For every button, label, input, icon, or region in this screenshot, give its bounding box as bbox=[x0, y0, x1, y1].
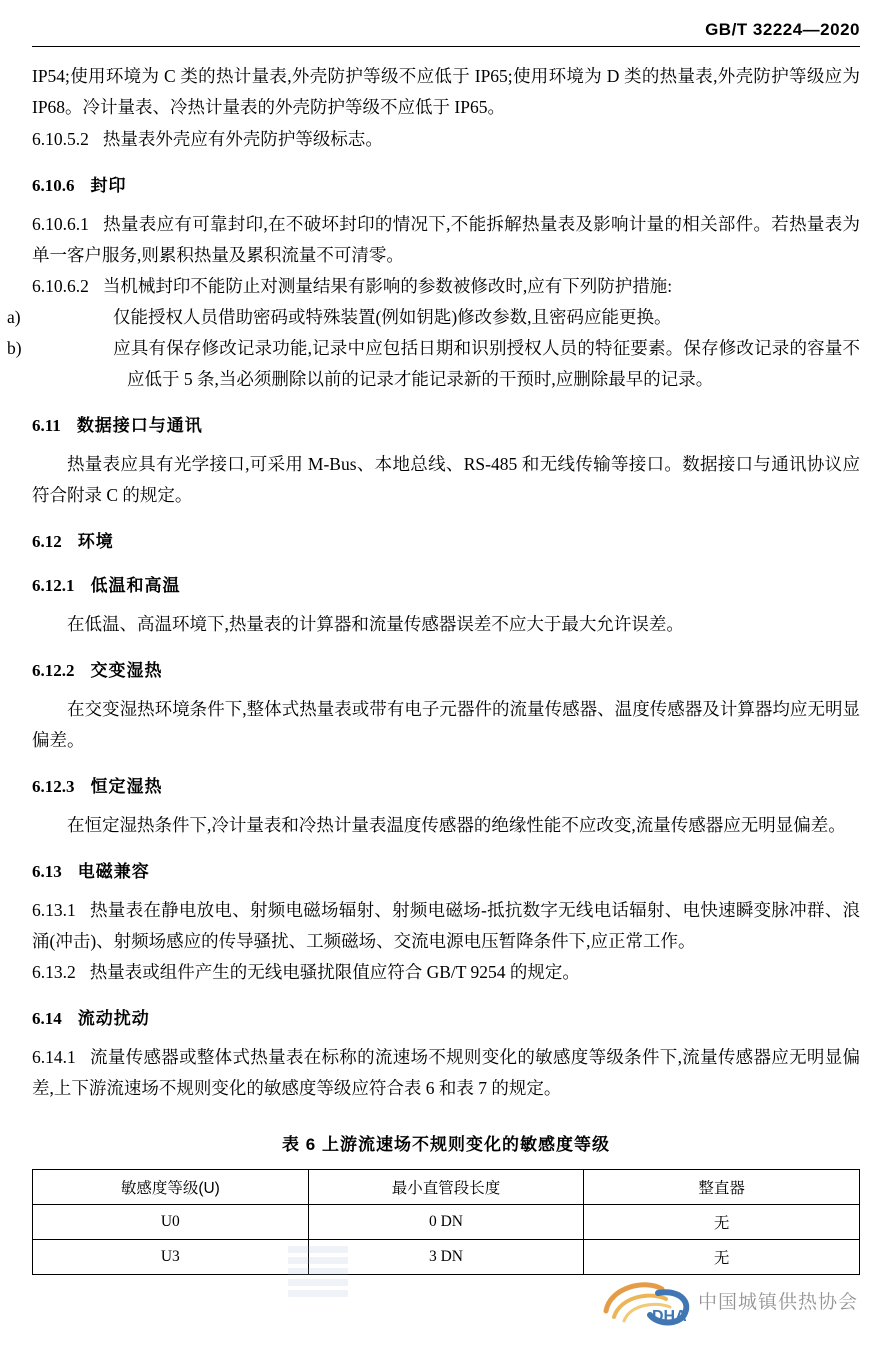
heading-title: 恒定湿热 bbox=[90, 777, 163, 796]
heading-number: 6.12.3 bbox=[32, 777, 75, 796]
heading-6-12-3 bbox=[32, 774, 860, 800]
heading-title: 交变湿热 bbox=[90, 661, 163, 680]
list-item-text: 仅能授权人员借助密码或特殊装置(例如钥匙)修改参数,且密码应能更换。 bbox=[113, 307, 672, 327]
heading-title: 低温和高温 bbox=[90, 576, 181, 595]
cell-min-length: 3 DN bbox=[308, 1240, 584, 1275]
list-item-text: 应具有保存修改记录功能,记录中应包括日期和识别授权人员的特征要素。保存修改记录的容量不应低于 5 条,当必须删除以前的记录才能记录新的干预时,应删除最早的记录。 bbox=[113, 338, 860, 389]
clause-text: 流量传感器或整体式热量表在标称的流速场不规则变化的敏感度等级条件下,流量传感器应无明显偏差,上下游流速场不规则变化的敏感度等级应符合表 6 和表 7 的规定。 bbox=[32, 1047, 860, 1098]
list-item-a bbox=[7, 302, 860, 333]
table-row bbox=[33, 1240, 860, 1275]
table-6 bbox=[32, 1169, 860, 1275]
heading-title: 流动扰动 bbox=[77, 1009, 150, 1028]
clause-6-10-5-2 bbox=[32, 124, 860, 155]
heading-6-14 bbox=[32, 1006, 860, 1032]
heading-6-12-1 bbox=[32, 573, 860, 599]
cell-straightener: 无 bbox=[584, 1240, 860, 1275]
heading-title: 环境 bbox=[77, 532, 114, 551]
clause-number: 6.13.1 bbox=[32, 900, 76, 920]
table-header-row bbox=[33, 1170, 860, 1205]
clause-number: 6.14.1 bbox=[32, 1047, 76, 1067]
heading-title: 电磁兼容 bbox=[77, 862, 150, 881]
paragraph-6-12-1: 在低温、高温环境下,热量表的计算器和流量传感器误差不应大于最大允许误差。 bbox=[67, 614, 684, 634]
clause-text: 热量表或组件产生的无线电骚扰限值应符合 GB/T 9254 的规定。 bbox=[89, 962, 580, 982]
paragraph-continuation: IP54;使用环境为 C 类的热计量表,外壳防护等级不应低于 IP65;使用环境为 D 类的热量表,外壳防护等级应为 IP68。冷计量表、冷热计量表的外壳防护等级不应低于 IP65。 bbox=[32, 66, 860, 117]
heading-6-11 bbox=[32, 413, 860, 439]
column-header-straightener: 整直器 bbox=[584, 1170, 860, 1205]
heading-number: 6.13 bbox=[32, 862, 62, 881]
clause-6-14-1 bbox=[32, 1042, 860, 1104]
organisation-watermark-text: 中国城镇供热协会 bbox=[697, 1291, 858, 1313]
heading-number: 6.12.2 bbox=[32, 661, 75, 680]
paragraph-6-12-3: 在恒定湿热条件下,冷计量表和冷热计量表温度传感器的绝缘性能不应改变,流量传感器应无明显偏差。 bbox=[67, 815, 846, 835]
standard-number: GB/T 32224—2020 bbox=[705, 20, 860, 39]
clause-text: 热量表外壳应有外壳防护等级标志。 bbox=[102, 129, 383, 149]
heading-number: 6.14 bbox=[32, 1009, 62, 1028]
cell-sensitivity: U3 bbox=[33, 1240, 309, 1275]
heading-title: 数据接口与通讯 bbox=[76, 416, 203, 435]
heading-6-12 bbox=[32, 529, 860, 555]
list-marker: b) bbox=[7, 338, 22, 358]
paragraph-6-12-2: 在交变湿热环境条件下,整体式热量表或带有电子元器件的流量传感器、温度传感器及计算器均应无明显偏差。 bbox=[32, 699, 860, 750]
clause-6-10-6-1 bbox=[32, 209, 860, 271]
table-row bbox=[33, 1205, 860, 1240]
heading-6-13 bbox=[32, 859, 860, 885]
clause-number: 6.10.6.1 bbox=[32, 214, 89, 234]
cell-straightener: 无 bbox=[584, 1205, 860, 1240]
clause-number: 6.13.2 bbox=[32, 962, 76, 982]
list-item-b bbox=[7, 333, 860, 395]
list-marker: a) bbox=[7, 307, 21, 327]
clause-text: 热量表应有可靠封印,在不破坏封印的情况下,不能拆解热量表及影响计量的相关部件。若热量表为单一客户服务,则累积热量及累积流量不可清零。 bbox=[32, 214, 860, 265]
page-header bbox=[32, 0, 860, 40]
heading-6-10-6 bbox=[32, 173, 860, 199]
header-rule bbox=[32, 46, 860, 47]
clause-6-13-1 bbox=[32, 895, 860, 957]
clause-text: 当机械封印不能防止对测量结果有影响的参数被修改时,应有下列防护措施: bbox=[102, 276, 673, 296]
heading-number: 6.11 bbox=[32, 416, 61, 435]
heading-number: 6.12.1 bbox=[32, 576, 75, 595]
cdha-logo-icon bbox=[600, 1271, 696, 1329]
column-header-sensitivity: 敏感度等级(U) bbox=[33, 1170, 309, 1205]
heading-number: 6.10.6 bbox=[32, 176, 75, 195]
heading-title: 封印 bbox=[90, 176, 127, 195]
heading-number: 6.12 bbox=[32, 532, 62, 551]
column-header-min-length: 最小直管段长度 bbox=[308, 1170, 584, 1205]
organisation-watermark bbox=[600, 1271, 858, 1329]
heading-6-12-2 bbox=[32, 658, 860, 684]
clause-number: 6.10.5.2 bbox=[32, 129, 89, 149]
paragraph-6-11: 热量表应具有光学接口,可采用 M-Bus、本地总线、RS-485 和无线传输等接口。数据接口与通讯协议应符合附录 C 的规定。 bbox=[32, 454, 860, 505]
table-6-caption: 表 6 上游流速场不规则变化的敏感度等级 bbox=[282, 1135, 610, 1154]
clause-6-13-2 bbox=[32, 957, 860, 988]
cell-min-length: 0 DN bbox=[308, 1205, 584, 1240]
svg-text:DHA: DHA bbox=[651, 1308, 687, 1325]
clause-6-10-6-2 bbox=[32, 271, 860, 302]
cell-sensitivity: U0 bbox=[33, 1205, 309, 1240]
clause-text: 热量表在静电放电、射频电磁场辐射、射频电磁场-抵抗数字无线电话辐射、电快速瞬变脉冲群、浪涌(冲击)、射频场感应的传导骚扰、工频磁场、交流电源电压暂降条件下,应正常工作。 bbox=[32, 900, 860, 951]
clause-number: 6.10.6.2 bbox=[32, 276, 89, 296]
